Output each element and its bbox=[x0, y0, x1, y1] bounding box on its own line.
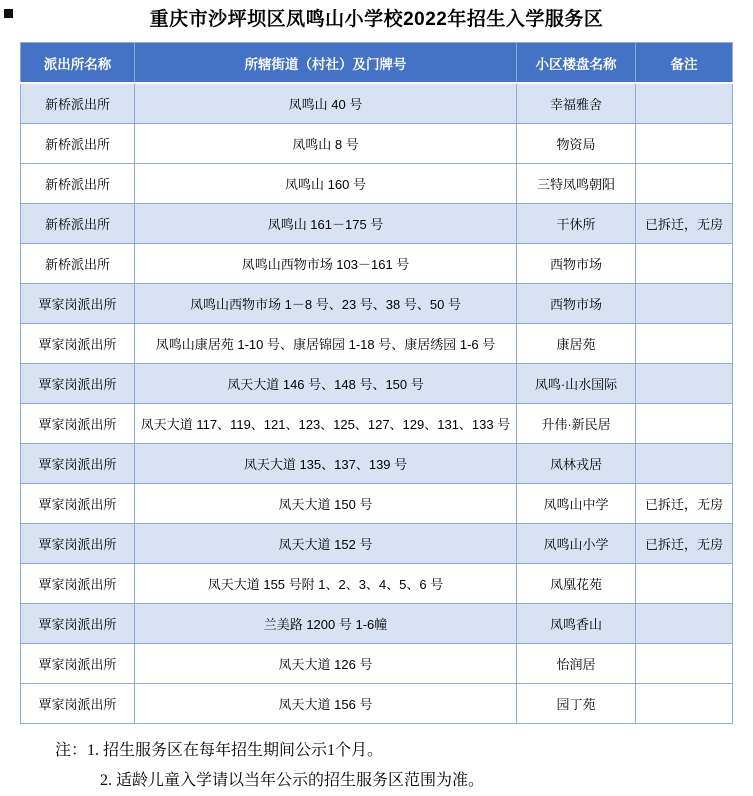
cell-remark bbox=[636, 164, 733, 204]
cell-streets: 凤天大道 135、137、139 号 bbox=[135, 444, 517, 484]
cell-community: 凤凰花苑 bbox=[517, 564, 636, 604]
cell-remark: 已拆迁，无房 bbox=[636, 524, 733, 564]
cell-remark bbox=[636, 684, 733, 724]
cell-streets: 凤天大道 126 号 bbox=[135, 644, 517, 684]
cell-streets: 凤天大道 117、119、121、123、125、127、129、131、133 号 bbox=[135, 404, 517, 444]
cell-remark bbox=[636, 604, 733, 644]
cell-station: 新桥派出所 bbox=[21, 204, 135, 244]
cell-community: 西物市场 bbox=[517, 284, 636, 324]
cell-remark bbox=[636, 244, 733, 284]
cell-station: 覃家岗派出所 bbox=[21, 644, 135, 684]
cell-remark: 已拆迁，无房 bbox=[636, 484, 733, 524]
table-row bbox=[21, 484, 733, 524]
cell-station: 覃家岗派出所 bbox=[21, 364, 135, 404]
cell-community: 园丁苑 bbox=[517, 684, 636, 724]
table-row bbox=[21, 564, 733, 604]
cell-station: 新桥派出所 bbox=[21, 124, 135, 164]
table-row bbox=[21, 204, 733, 244]
table-row bbox=[21, 644, 733, 684]
cell-remark: 已拆迁，无房 bbox=[636, 204, 733, 244]
cell-streets: 凤天大道 146 号、148 号、150 号 bbox=[135, 364, 517, 404]
cell-station: 覃家岗派出所 bbox=[21, 324, 135, 364]
cell-remark bbox=[636, 564, 733, 604]
cell-streets: 兰美路 1200 号 1-6幢 bbox=[135, 604, 517, 644]
table-row bbox=[21, 83, 733, 124]
cell-remark bbox=[636, 364, 733, 404]
cell-station: 覃家岗派出所 bbox=[21, 524, 135, 564]
table-row bbox=[21, 404, 733, 444]
cell-community: 物资局 bbox=[517, 124, 636, 164]
cell-streets: 凤鸣山西物市场 1－8 号、23 号、38 号、50 号 bbox=[135, 284, 517, 324]
cell-station: 覃家岗派出所 bbox=[21, 564, 135, 604]
cell-community: 升伟·新民居 bbox=[517, 404, 636, 444]
cell-remark bbox=[636, 644, 733, 684]
table-body bbox=[21, 83, 733, 724]
cell-station: 新桥派出所 bbox=[21, 244, 135, 284]
table-row bbox=[21, 364, 733, 404]
cell-community: 凤鸣香山 bbox=[517, 604, 636, 644]
footnotes bbox=[0, 736, 753, 796]
cell-station: 覃家岗派出所 bbox=[21, 684, 135, 724]
note-line-2: 2. 适龄儿童入学请以当年公示的招生服务区范围为准。 bbox=[100, 772, 485, 789]
table-row bbox=[21, 124, 733, 164]
page-title: 重庆市沙坪坝区凤鸣山小学校2022年招生入学服务区 bbox=[149, 9, 604, 30]
cell-streets: 凤鸣山 160 号 bbox=[135, 164, 517, 204]
cell-station: 新桥派出所 bbox=[21, 83, 135, 124]
cell-remark bbox=[636, 83, 733, 124]
cell-community: 凤鸣山中学 bbox=[517, 484, 636, 524]
cell-streets: 凤鸣山 8 号 bbox=[135, 124, 517, 164]
cell-streets: 凤鸣山 40 号 bbox=[135, 83, 517, 124]
cell-community: 凤鸣山小学 bbox=[517, 524, 636, 564]
header-cell-community: 小区楼盘名称 bbox=[517, 43, 636, 84]
cell-streets: 凤天大道 156 号 bbox=[135, 684, 517, 724]
cell-community: 幸福雅舍 bbox=[517, 83, 636, 124]
table-row bbox=[21, 164, 733, 204]
table-row bbox=[21, 324, 733, 364]
cell-station: 覃家岗派出所 bbox=[21, 404, 135, 444]
enrollment-service-area-table bbox=[20, 42, 733, 724]
corner-mark bbox=[4, 9, 13, 18]
cell-streets: 凤鸣山西物市场 103－161 号 bbox=[135, 244, 517, 284]
cell-streets: 凤天大道 150 号 bbox=[135, 484, 517, 524]
table-row bbox=[21, 244, 733, 284]
table-row bbox=[21, 284, 733, 324]
cell-community: 凤鸣·山水国际 bbox=[517, 364, 636, 404]
table-row bbox=[21, 524, 733, 564]
table-row bbox=[21, 684, 733, 724]
cell-station: 覃家岗派出所 bbox=[21, 444, 135, 484]
note-line-1: 注：1. 招生服务区在每年招生期间公示1个月。 bbox=[55, 742, 384, 759]
cell-remark bbox=[636, 404, 733, 444]
cell-community: 康居苑 bbox=[517, 324, 636, 364]
table-row bbox=[21, 444, 733, 484]
cell-community: 三特凤鸣朝阳 bbox=[517, 164, 636, 204]
header-cell-remark: 备注 bbox=[636, 43, 733, 84]
cell-station: 覃家岗派出所 bbox=[21, 484, 135, 524]
cell-community: 干休所 bbox=[517, 204, 636, 244]
cell-station: 覃家岗派出所 bbox=[21, 284, 135, 324]
cell-streets: 凤天大道 155 号附 1、2、3、4、5、6 号 bbox=[135, 564, 517, 604]
cell-remark bbox=[636, 324, 733, 364]
cell-streets: 凤鸣山康居苑 1-10 号、康居锦园 1-18 号、康居绣园 1-6 号 bbox=[135, 324, 517, 364]
table-row bbox=[21, 604, 733, 644]
cell-station: 覃家岗派出所 bbox=[21, 604, 135, 644]
header-cell-streets: 所辖街道（村社）及门牌号 bbox=[135, 43, 517, 84]
cell-streets: 凤天大道 152 号 bbox=[135, 524, 517, 564]
header-cell-station: 派出所名称 bbox=[21, 43, 135, 84]
cell-remark bbox=[636, 284, 733, 324]
cell-station: 新桥派出所 bbox=[21, 164, 135, 204]
cell-remark bbox=[636, 444, 733, 484]
cell-community: 怡润居 bbox=[517, 644, 636, 684]
table-header-row bbox=[21, 43, 733, 84]
cell-remark bbox=[636, 124, 733, 164]
cell-community: 西物市场 bbox=[517, 244, 636, 284]
cell-community: 凤林戎居 bbox=[517, 444, 636, 484]
cell-streets: 凤鸣山 161－175 号 bbox=[135, 204, 517, 244]
